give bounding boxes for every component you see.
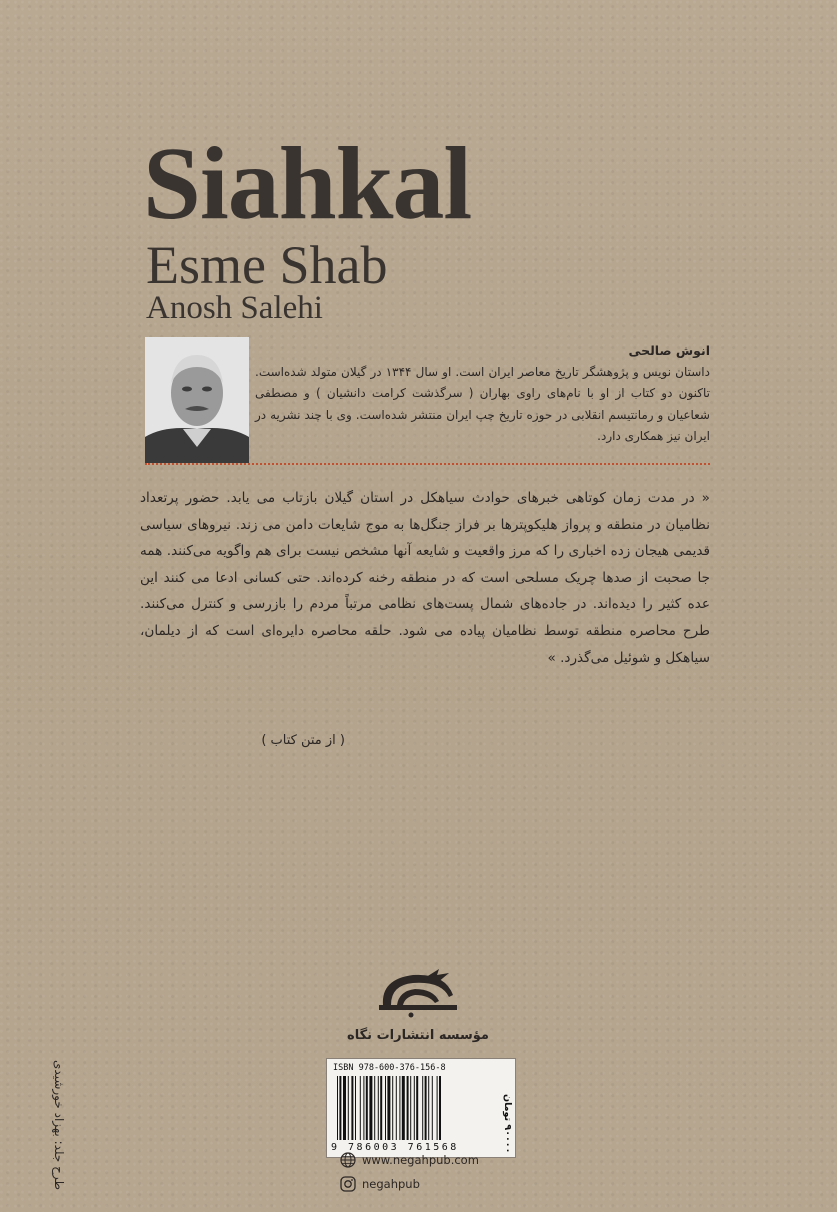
book-title: Siahkal [143, 126, 472, 241]
author-name-en: Anosh Salehi [146, 290, 323, 326]
barcode-bars [335, 1076, 485, 1140]
isbn-barcode [326, 1058, 516, 1158]
website-link[interactable]: www.negahpub.com [362, 1153, 479, 1167]
instagram-row[interactable] [340, 1174, 420, 1194]
website-row[interactable] [340, 1150, 479, 1170]
book-subtitle: Esme Shab [146, 235, 388, 295]
instagram-handle[interactable]: negahpub [362, 1177, 420, 1191]
instagram-icon [340, 1176, 356, 1192]
negah-logo-icon [353, 965, 483, 1020]
barcode-number: 9 786003 761568 [331, 1142, 459, 1153]
isbn-label: ISBN 978-600-376-156-8 [333, 1063, 446, 1073]
dotted-divider [145, 463, 710, 465]
book-excerpt: « در مدت زمان کوتاهی خبرهای حوادث سیاهکل در استان گیلان بازتاب می یابد. حضور پرتعداد نظامیان در منطقه و پرواز هلیکوپترها بر فراز جنگل‌ها به موج شایعات دامن می زند. نیروهای سیاسی قدیمی هیجان زده اخباری را که مرز واقعیت و شایعه آنها مشخص نیست برای هم واگویه می‌کنند. همه جا صحبت از صدها چریک مسلحی است که در منطقه رخنه کرده‌اند. حتی کسانی ادعا می کنند این عده کثیر را دیده‌اند. در جاده‌های شمال پست‌های نظامی مرتباً مردم را بازرسی و کنترل می‌کنند. طرح محاصره منطقه توسط نظامیان پیاده می شود. حلقه محاصره دایره‌ای است که از دیلمان، سیاهکل و شوئیل می‌گذرد. » [140, 490, 710, 666]
publisher-name: مؤسسه انتشارات نگاه [347, 1028, 489, 1043]
cover-design-credit: طرح جلد: بهزاد خورشیدی [52, 1059, 66, 1190]
globe-icon [340, 1152, 356, 1168]
author-name-fa: انوش صالحی [628, 343, 710, 358]
author-photo [145, 337, 249, 463]
author-bio [255, 340, 710, 448]
excerpt-source: ( از متن کتاب ) [261, 733, 345, 748]
publisher-logo [353, 965, 483, 1020]
author-bio-text: داستان نویس و پژوهشگر تاریخ معاصر ایران است. او سال ۱۳۴۴ در گیلان متولد شده‌است. تاکنون دو کتاب از او با نام‌های راوی بهاران ( سرگذشت کرامت دانشیان ) و مصطفی شعاعیان و رمانتیسم انقلابی در حوزه تاریخ چپ ایران منتشر شده‌است. وی با چند نشریه در ایران نیز همکاری دارد. [255, 364, 710, 443]
price-label: ۹۰۰۰۰ تومان [502, 1093, 513, 1153]
author-portrait-image [145, 337, 249, 463]
